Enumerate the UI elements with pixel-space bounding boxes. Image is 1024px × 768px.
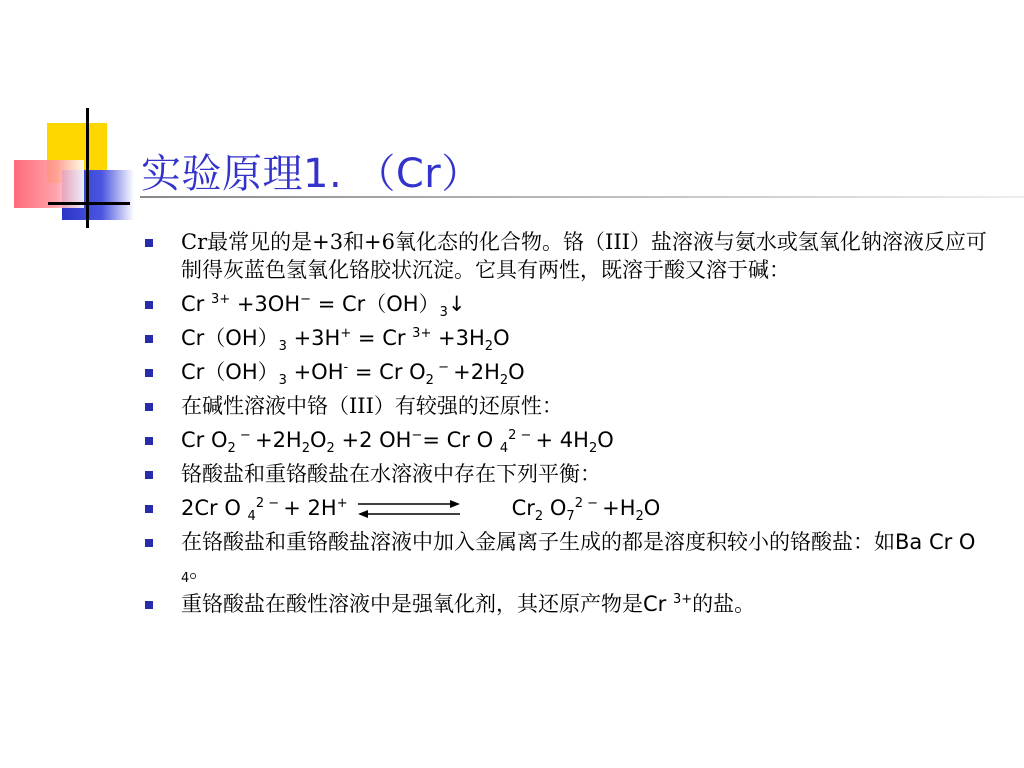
b3-sup: 3+ xyxy=(412,326,432,341)
b6-text: + 4H xyxy=(535,428,589,452)
b9-text: Ba Cr O xyxy=(895,530,976,554)
b8-text: +H xyxy=(602,496,636,520)
b4-text: Cr（OH） xyxy=(181,360,279,384)
equilibrium-arrow-icon xyxy=(354,497,464,521)
b2-text: +3OH xyxy=(230,292,301,316)
b9-text: 。 xyxy=(189,558,211,582)
b3-text: O xyxy=(493,326,510,350)
b6-sub: 2 xyxy=(588,441,598,457)
bullet-list xyxy=(143,228,993,624)
b6-text: +2 OH xyxy=(334,428,412,452)
b6-sub: 2 xyxy=(227,441,236,457)
b8-sup: 2 − xyxy=(574,496,603,511)
b8-sup: 2 − xyxy=(255,496,284,511)
b4-sup: - xyxy=(343,360,349,375)
b10-text: 的盐。 xyxy=(692,592,756,616)
b6-sub: 4 xyxy=(499,441,509,457)
bullet-10 xyxy=(143,590,993,618)
b8-sub: 4 xyxy=(247,509,256,525)
b6-text: Cr O xyxy=(181,428,228,452)
bullet-1-text: Cr最常见的是+3和+6氧化态的化合物。铬（III）盐溶液与氨水或氢氧化钠溶液反应可制得灰蓝色氢氧化铬胶状沉淀。它具有两性，既溶于酸又溶于碱： xyxy=(181,230,987,282)
b8-text: + 2H xyxy=(283,496,337,520)
b6-text: = Cr O xyxy=(422,428,500,452)
b6-text: O xyxy=(310,428,327,452)
b9-sub: 4 xyxy=(181,571,190,587)
b2-text: ↓ xyxy=(447,292,466,316)
b3-text: Cr（OH） xyxy=(181,326,279,350)
b3-sub: 2 xyxy=(484,339,494,355)
bullet-2 xyxy=(143,290,993,321)
bullet-7 xyxy=(143,460,993,488)
b8-sub: 2 xyxy=(534,509,544,525)
b10-sup: 3+ xyxy=(672,592,693,607)
slide-title xyxy=(141,142,482,199)
bullet-9 xyxy=(143,528,993,587)
b8-text: 2Cr O xyxy=(181,496,248,520)
b8-sub: 7 xyxy=(566,509,575,525)
b3-text: = Cr xyxy=(351,326,413,350)
b4-text: O xyxy=(508,360,525,384)
decor-red-square xyxy=(14,160,84,208)
bullet-5 xyxy=(143,392,993,420)
b6-sup: 2 − xyxy=(508,428,536,443)
b4-sub: 2 xyxy=(425,373,434,389)
bullet-3 xyxy=(143,324,993,355)
b2-text: = Cr（OH） xyxy=(311,292,440,316)
decor-vertical-line xyxy=(86,108,89,228)
b5-text: 在碱性溶液中铬（III）有较强的还原性： xyxy=(181,394,563,418)
b8-sup: + xyxy=(336,496,348,511)
b4-sub: 2 xyxy=(499,373,509,389)
b4-sup: − xyxy=(433,360,454,375)
b8-text: O xyxy=(543,496,567,520)
b7-text: 铬酸盐和重铬酸盐在水溶液中存在下列平衡： xyxy=(181,462,601,486)
b3-sup: + xyxy=(340,326,352,341)
b8-sub: 2 xyxy=(635,509,644,525)
bullet-1 xyxy=(143,228,993,284)
b2-sup: − xyxy=(300,292,312,307)
b2-sub: 3 xyxy=(439,305,448,321)
b3-sub: 3 xyxy=(278,339,287,355)
bullet-8 xyxy=(143,494,993,525)
b6-text: +2H xyxy=(254,428,302,452)
b4-sub: 3 xyxy=(278,373,287,389)
b6-sup: − xyxy=(411,428,423,443)
b10-text: Cr xyxy=(643,592,673,616)
b9-text: 在铬酸盐和重铬酸盐溶液中加入金属离子生成的都是溶度积较小的铬酸盐：如 xyxy=(181,530,895,554)
title-latin: 1. （Cr） xyxy=(303,151,482,197)
b4-text: +2H xyxy=(453,360,500,384)
b8-text: O xyxy=(643,496,661,520)
b4-text: = Cr O xyxy=(348,360,426,384)
title-zh: 实验原理 xyxy=(141,151,303,197)
b6-text: O xyxy=(597,428,614,452)
b3-text: +3H xyxy=(431,326,485,350)
b6-sup: − xyxy=(235,428,255,443)
b2-text: Cr xyxy=(181,292,211,316)
b8-text: Cr xyxy=(511,496,535,520)
b3-text: +3H xyxy=(286,326,341,350)
b10-text: 重铬酸盐在酸性溶液中是强氧化剂，其还原产物是 xyxy=(181,592,643,616)
bullet-6 xyxy=(143,426,993,457)
b6-sub: 2 xyxy=(301,441,310,457)
bullet-4 xyxy=(143,358,993,389)
b6-sub: 2 xyxy=(326,441,335,457)
b4-text: +OH xyxy=(286,360,344,384)
b2-sup: 3+ xyxy=(210,292,231,307)
decor-horizontal-line xyxy=(48,202,130,205)
